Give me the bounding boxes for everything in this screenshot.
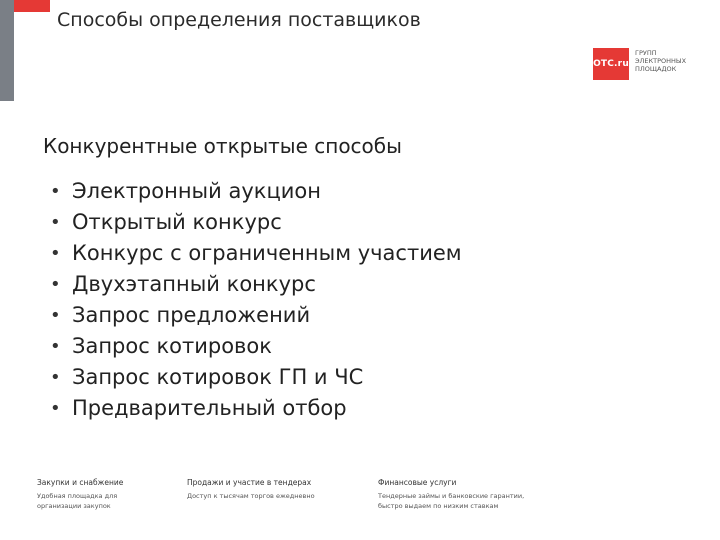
logo-text-line: ЭЛЕКТРОННЫХ — [635, 57, 687, 65]
list-item-label: Запрос предложений — [72, 303, 311, 327]
footer-column-sales — [187, 478, 372, 501]
logo-text-line: ГРУПП — [635, 49, 657, 57]
company-logo — [593, 48, 687, 80]
slide-title: Способы определения поставщиков — [57, 9, 421, 31]
list-item — [47, 238, 462, 269]
logo-text-line: ПЛОЩАДОК — [635, 65, 677, 73]
footer-column-desc — [378, 491, 578, 511]
list-item — [47, 300, 462, 331]
list-item — [47, 269, 462, 300]
footer-desc-line: организации закупок — [37, 502, 111, 510]
bullet-icon: • — [50, 336, 61, 357]
list-item-label: Запрос котировок ГП и ЧС — [72, 365, 364, 389]
list-item — [47, 331, 462, 362]
footer-column-finance — [378, 478, 578, 511]
footer-desc-line: Удобная площадка для — [37, 492, 118, 500]
list-item-label: Открытый конкурс — [72, 210, 282, 234]
footer-desc-line: Тендерные займы и банковские гарантии, — [378, 492, 525, 500]
list-item — [47, 176, 462, 207]
footer-column-title: Продажи и участие в тендерах — [187, 478, 312, 487]
list-item — [47, 207, 462, 238]
footer-column-title: Закупки и снабжение — [37, 478, 124, 487]
footer-desc-line: быстро выдаем по низким ставкам — [378, 502, 499, 510]
list-item-label: Запрос котировок — [72, 334, 272, 358]
logo-mark: OTC.ru — [593, 48, 629, 80]
footer-column-title: Финансовые услуги — [378, 478, 457, 487]
list-item-label: Конкурс с ограниченным участием — [72, 241, 462, 265]
bullet-icon: • — [50, 212, 61, 233]
bullet-icon: • — [50, 305, 61, 326]
bullet-icon: • — [50, 398, 61, 419]
list-item-label: Предварительный отбор — [72, 396, 347, 420]
bullet-icon: • — [50, 274, 61, 295]
top-accent-bar — [14, 0, 50, 12]
side-accent-bar — [0, 0, 14, 101]
methods-list — [47, 176, 462, 424]
list-item — [47, 393, 462, 424]
section-heading: Конкурентные открытые способы — [43, 134, 402, 158]
list-item-label: Двухэтапный конкурс — [72, 272, 316, 296]
footer — [0, 478, 720, 518]
bullet-icon: • — [50, 367, 61, 388]
list-item-label: Электронный аукцион — [72, 179, 321, 203]
footer-desc-line: Доступ к тысячам торгов ежедневно — [187, 492, 315, 500]
footer-column-desc — [187, 491, 372, 501]
bullet-icon: • — [50, 243, 61, 264]
bullet-icon: • — [50, 181, 61, 202]
logo-text — [635, 49, 686, 73]
list-item — [47, 362, 462, 393]
